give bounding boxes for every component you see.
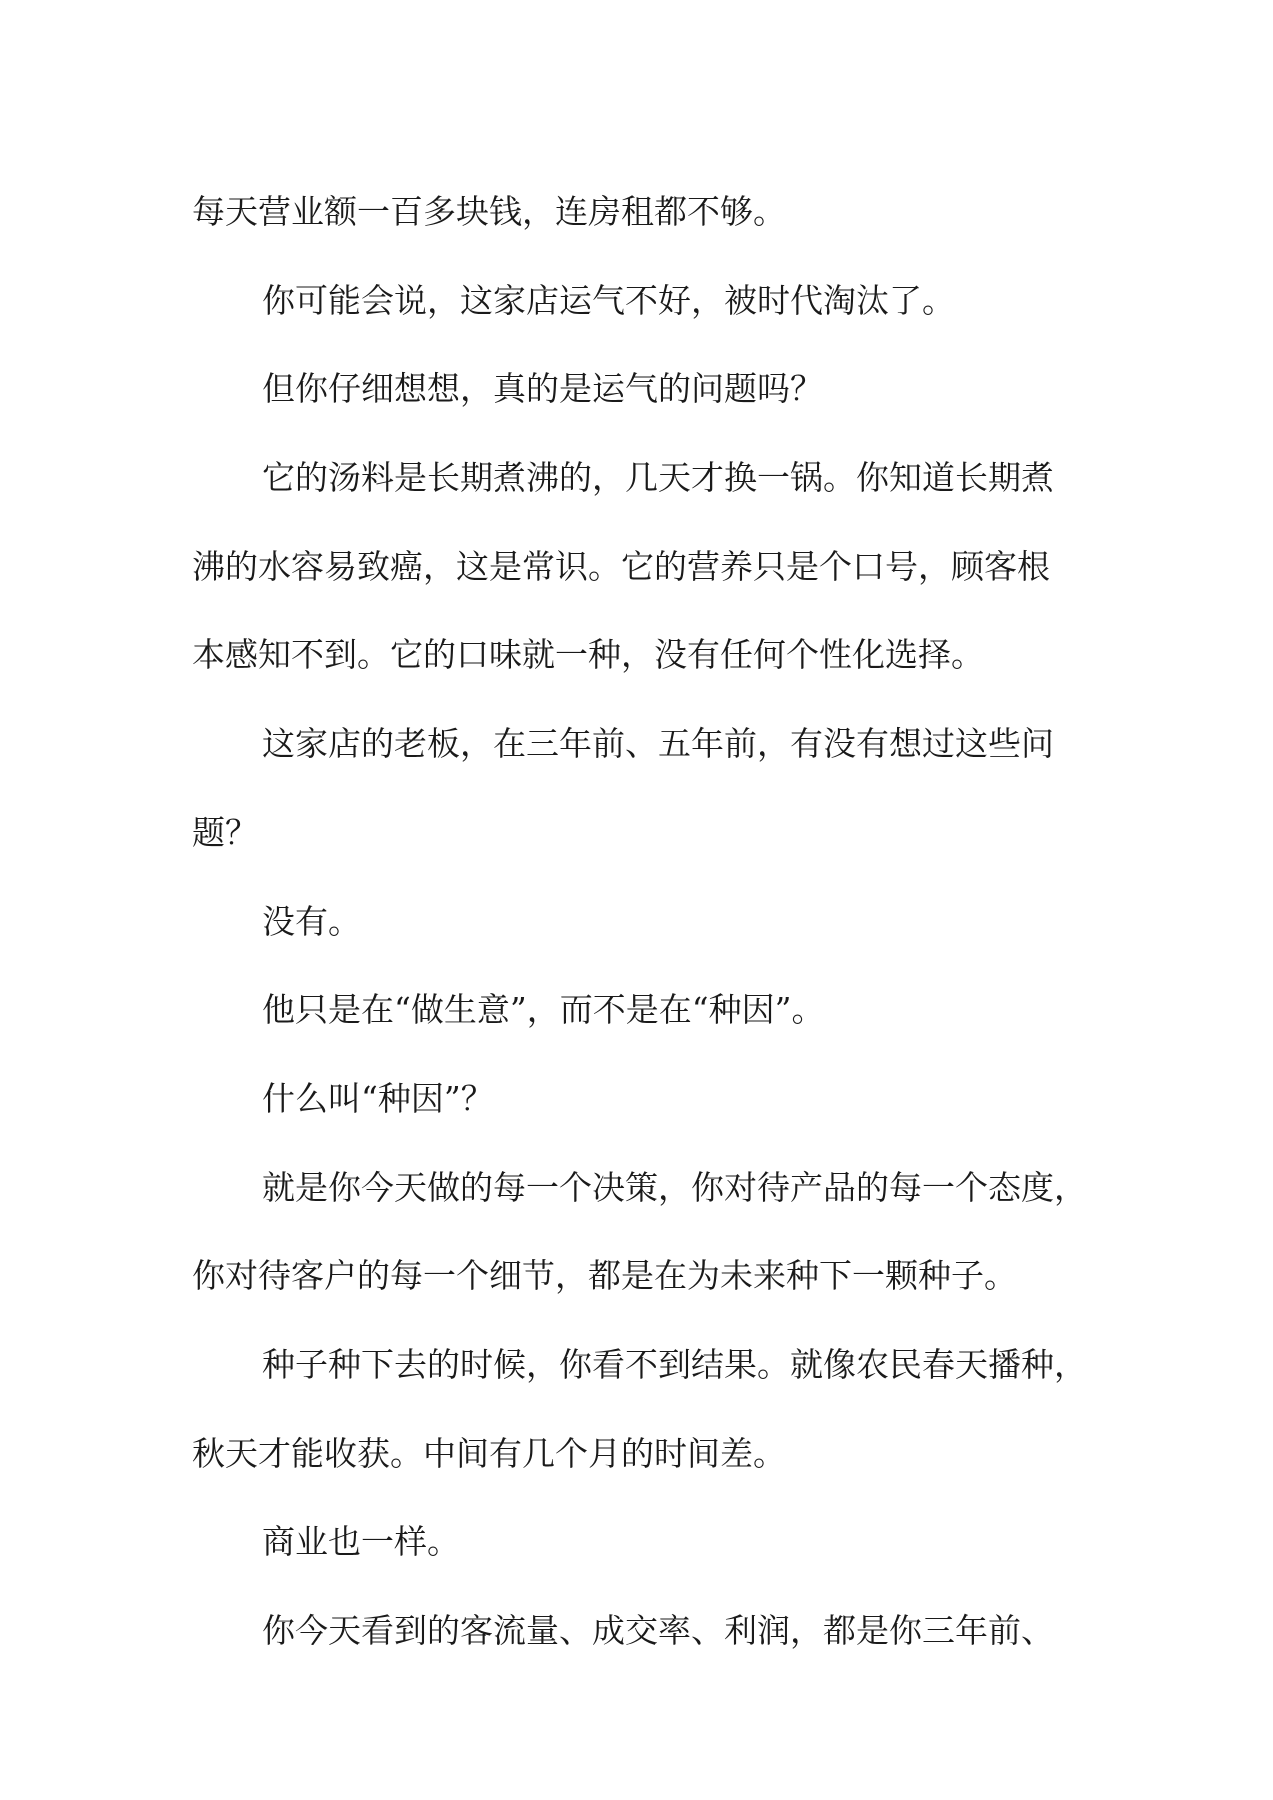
paragraph-3 [192, 345, 1102, 434]
text-line: 你可能会说，这家店运气不好，被时代淘汰了。 [262, 280, 955, 320]
text-line: 题？ [192, 812, 258, 852]
paragraph-2 [192, 257, 1102, 346]
text-line: 种子种下去的时候，你看不到结果。就像农民春天播种， [262, 1344, 1087, 1384]
text-line: 沸的水容易致癌，这是常识。它的营养只是个口号，顾客根 [192, 546, 1050, 586]
text-line: 秋天才能收获。中间有几个月的时间差。 [192, 1433, 786, 1473]
text-line: 每天营业额一百多块钱，连房租都不够。 [192, 192, 786, 231]
text-line: 他只是在“做生意”，而不是在“种因”。 [262, 990, 825, 1030]
text-line: 商业也一样。 [262, 1522, 460, 1562]
text-line: 但你仔细想想，真的是运气的问题吗？ [262, 369, 823, 409]
text-line: 没有。 [262, 901, 361, 941]
paragraph-1 [192, 168, 1102, 257]
text-line: 什么叫“种因”？ [262, 1078, 494, 1118]
text-line: 你对待客户的每一个细节，都是在为未来种下一颗种子。 [192, 1256, 1017, 1296]
paragraph-6 [192, 878, 1102, 967]
paragraph-8 [192, 1055, 1102, 1144]
text-line: 就是你今天做的每一个决策，你对待产品的每一个态度， [262, 1167, 1087, 1207]
paragraph-9 [192, 1144, 1102, 1321]
text-line: 这家店的老板，在三年前、五年前，有没有想过这些问 [262, 724, 1054, 764]
text-line: 你今天看到的客流量、成交率、利润，都是你三年前、 [262, 1611, 1054, 1650]
paragraph-12 [192, 1587, 1102, 1676]
paragraph-5 [192, 700, 1102, 877]
text-line: 本感知不到。它的口味就一种，没有任何个性化选择。 [192, 635, 984, 675]
text-line: 它的汤料是长期煮沸的，几天才换一锅。你知道长期煮 [262, 458, 1054, 498]
paragraph-4 [192, 434, 1102, 700]
paragraph-7 [192, 966, 1102, 1055]
paragraph-10 [192, 1321, 1102, 1498]
paragraph-11 [192, 1498, 1102, 1587]
document-body [192, 168, 1102, 1676]
